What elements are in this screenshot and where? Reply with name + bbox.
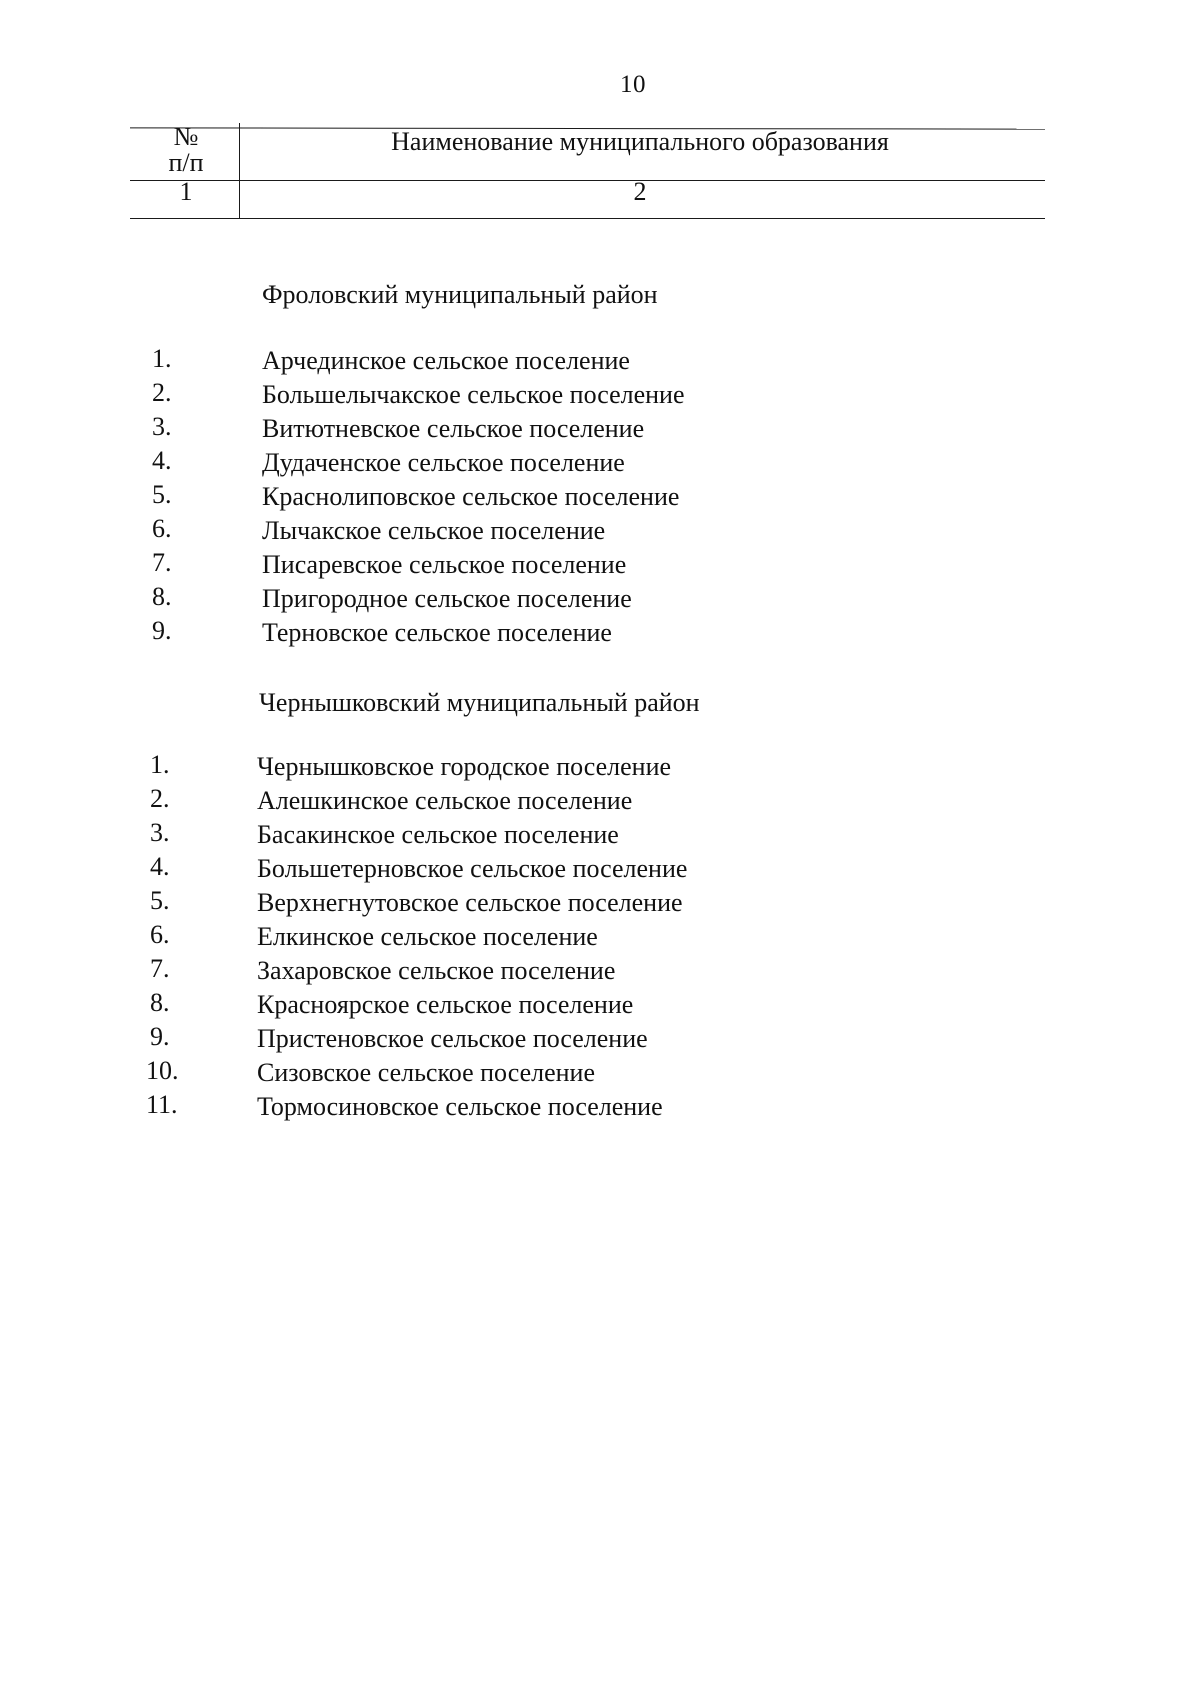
item-number: 6. — [150, 920, 170, 949]
item-number: 8. — [152, 582, 172, 611]
item-name: Захаровское сельское поселение — [257, 956, 616, 985]
item-name: Витютневское сельское поселение — [262, 414, 645, 443]
table-bottom-border — [130, 218, 1045, 219]
item-name: Тормосиновское сельское поселение — [257, 1092, 663, 1121]
column-index-2: 2 — [633, 177, 647, 206]
item-name: Арчединское сельское поселение — [262, 346, 630, 375]
column-index-1: 1 — [179, 177, 193, 206]
column-number-symbol: № — [173, 122, 199, 151]
item-number: 9. — [150, 1022, 170, 1051]
table-header-divider — [130, 180, 1045, 181]
item-name: Большелычакское сельское поселение — [262, 380, 685, 409]
item-number: 8. — [150, 988, 170, 1017]
item-number: 1. — [152, 344, 172, 373]
item-number: 5. — [152, 480, 172, 509]
section-title: Фроловский муниципальный район — [262, 280, 658, 309]
item-name: Чернышковское городское поселение — [257, 752, 672, 781]
item-name: Писаревское сельское поселение — [262, 550, 627, 579]
item-number: 7. — [152, 548, 172, 577]
item-number: 3. — [150, 818, 170, 847]
item-number: 1. — [150, 750, 170, 779]
item-number: 4. — [152, 446, 172, 475]
item-number: 9. — [152, 616, 172, 645]
item-name: Сизовское сельское поселение — [257, 1058, 595, 1087]
item-number: 6. — [152, 514, 172, 543]
item-name: Лычакское сельское поселение — [262, 516, 606, 545]
item-name: Большетерновское сельское поселение — [257, 854, 688, 883]
item-name: Алешкинское сельское поселение — [257, 786, 633, 815]
item-number: 7. — [150, 954, 170, 983]
page-number: 10 — [620, 71, 646, 98]
item-name: Дудаченское сельское поселение — [262, 448, 625, 477]
item-number: 11. — [146, 1090, 178, 1119]
item-name: Пригородное сельское поселение — [262, 584, 632, 613]
item-number: 3. — [152, 412, 172, 441]
item-name: Терновское сельское поселение — [262, 618, 612, 647]
item-name: Красноярское сельское поселение — [257, 990, 634, 1019]
item-name: Басакинское сельское поселение — [257, 820, 619, 849]
column-number-label: п/п — [168, 148, 204, 177]
item-number: 4. — [150, 852, 170, 881]
item-name: Пристеновское сельское поселение — [257, 1024, 648, 1053]
section-title: Чернышковский муниципальный район — [259, 688, 700, 717]
item-number: 2. — [150, 784, 170, 813]
item-number: 10. — [146, 1056, 179, 1085]
item-name: Краснолиповское сельское поселение — [262, 482, 680, 511]
item-number: 5. — [150, 886, 170, 915]
item-number: 2. — [152, 378, 172, 407]
item-name: Верхнегнутовское сельское поселение — [257, 888, 683, 917]
item-name: Елкинское сельское поселение — [257, 922, 598, 951]
column-name-header: Наименование муниципального образования — [391, 127, 889, 156]
